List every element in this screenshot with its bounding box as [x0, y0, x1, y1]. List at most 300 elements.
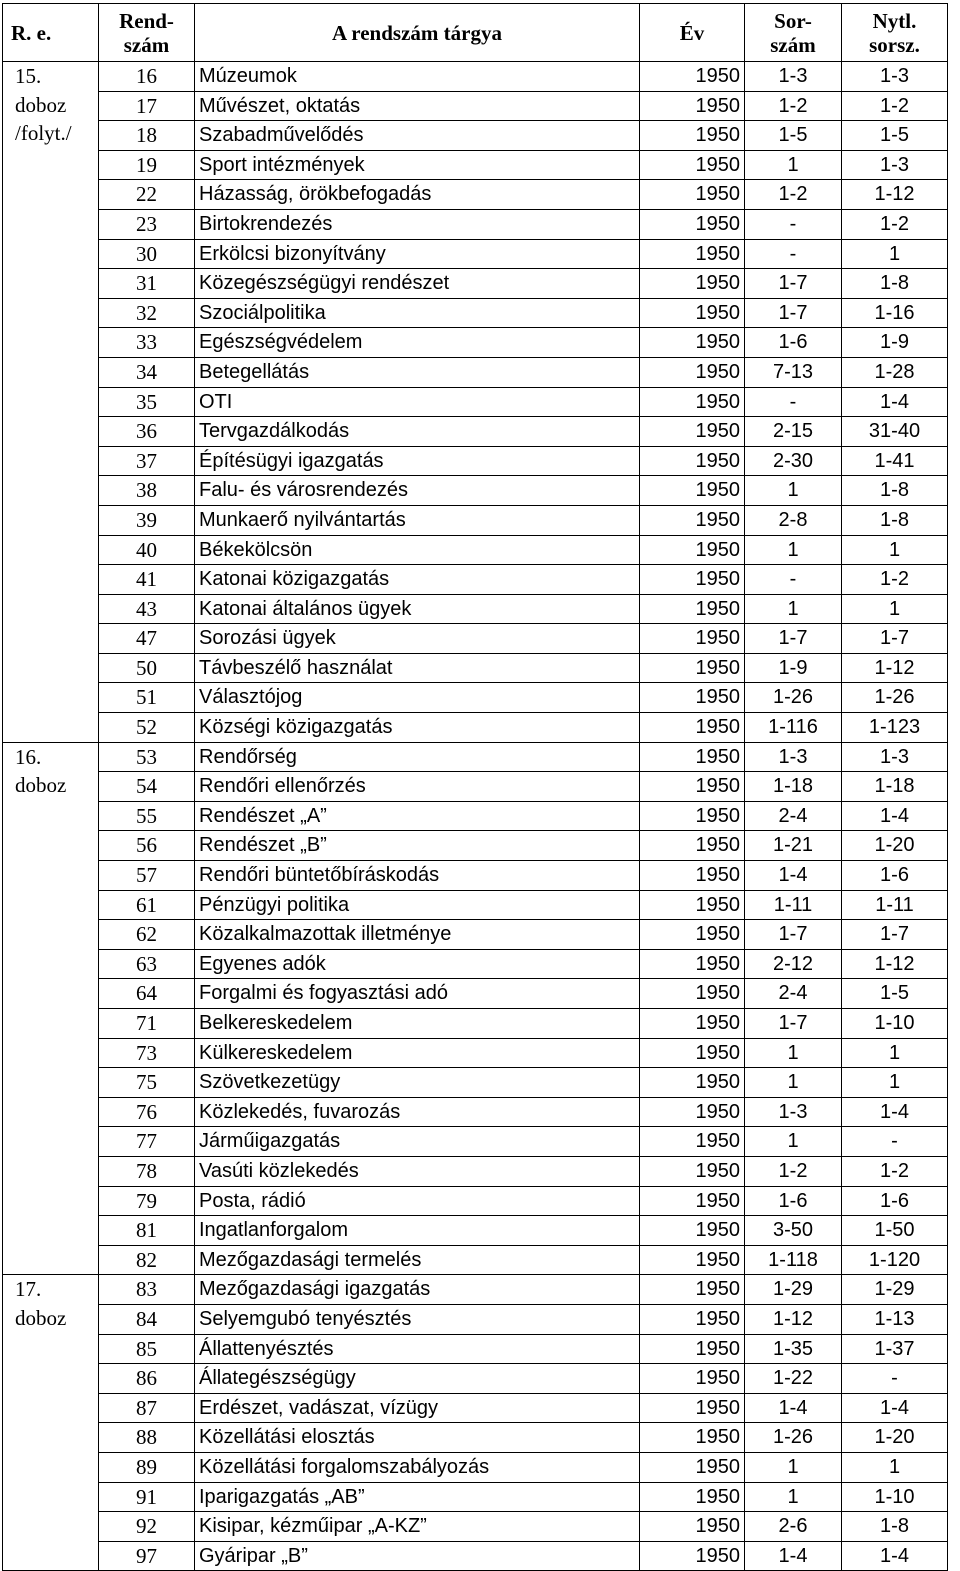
sorszam-cell: 1 [745, 1482, 842, 1512]
nytl-cell: 1-16 [842, 298, 948, 328]
ev-cell: 1950 [640, 1452, 745, 1482]
rendszam-cell: 97 [99, 1541, 195, 1571]
nytl-cell: 1-7 [842, 920, 948, 950]
sorszam-cell: 2-8 [745, 505, 842, 535]
rendszam-cell: 75 [99, 1068, 195, 1098]
table-row [3, 949, 948, 979]
sorszam-cell: 1-7 [745, 624, 842, 654]
nytl-cell: - [842, 1364, 948, 1394]
table-row [3, 1097, 948, 1127]
nytl-cell: 1-50 [842, 1216, 948, 1246]
sorszam-cell: 1-6 [745, 1186, 842, 1216]
header-rendszam [99, 4, 195, 62]
sorszam-cell: 7-13 [745, 357, 842, 387]
ev-cell: 1950 [640, 653, 745, 683]
sorszam-cell: 1-7 [745, 920, 842, 950]
table-row [3, 594, 948, 624]
table-row [3, 1452, 948, 1482]
ev-cell: 1950 [640, 387, 745, 417]
ev-cell: 1950 [640, 357, 745, 387]
sorszam-cell: 1-3 [745, 1097, 842, 1127]
nytl-cell: 1-13 [842, 1304, 948, 1334]
table-row [3, 1156, 948, 1186]
nytl-cell: 1 [842, 594, 948, 624]
ev-cell: 1950 [640, 1216, 745, 1246]
rendszam-cell: 38 [99, 476, 195, 506]
rendszam-cell: 77 [99, 1127, 195, 1157]
sorszam-cell: 1-7 [745, 1009, 842, 1039]
targy-cell: Gyáripar „B” [195, 1541, 640, 1571]
targy-cell: Közellátási forgalomszabályozás [195, 1452, 640, 1482]
targy-cell: Pénzügyi politika [195, 890, 640, 920]
rendszam-cell: 18 [99, 121, 195, 151]
sorszam-cell: 1-118 [745, 1245, 842, 1275]
ev-cell: 1950 [640, 535, 745, 565]
sorszam-cell: 1 [745, 150, 842, 180]
sorszam-cell: 1-2 [745, 180, 842, 210]
ev-cell: 1950 [640, 62, 745, 92]
table-row [3, 801, 948, 831]
ev-cell: 1950 [640, 1245, 745, 1275]
sorszam-cell: 2-4 [745, 801, 842, 831]
ev-cell: 1950 [640, 298, 745, 328]
sorszam-cell: 1 [745, 476, 842, 506]
rendszam-cell: 47 [99, 624, 195, 654]
targy-cell: Katonai általános ügyek [195, 594, 640, 624]
rendszam-cell: 89 [99, 1452, 195, 1482]
sorszam-cell: 1-7 [745, 269, 842, 299]
box-label-line: doboz [15, 92, 67, 117]
targy-cell: Ingatlanforgalom [195, 1216, 640, 1246]
table-row [3, 328, 948, 358]
table-body [3, 62, 948, 1571]
nytl-cell: 1-2 [842, 565, 948, 595]
table-row [3, 1127, 948, 1157]
targy-cell: Közlekedés, fuvarozás [195, 1097, 640, 1127]
sorszam-cell: 1-21 [745, 831, 842, 861]
targy-cell: Kisipar, kézműipar „A-KZ” [195, 1512, 640, 1542]
rendszam-cell: 41 [99, 565, 195, 595]
targy-cell: Egyenes adók [195, 949, 640, 979]
table-row [3, 417, 948, 447]
ev-cell: 1950 [640, 417, 745, 447]
ev-cell: 1950 [640, 831, 745, 861]
targy-cell: Belkereskedelem [195, 1009, 640, 1039]
targy-cell: Szociálpolitika [195, 298, 640, 328]
sorszam-cell: 2-30 [745, 446, 842, 476]
sorszam-cell: 1-18 [745, 772, 842, 802]
table-row [3, 565, 948, 595]
nytl-cell: 1-41 [842, 446, 948, 476]
nytl-cell: 1-29 [842, 1275, 948, 1305]
rendszam-cell: 92 [99, 1512, 195, 1542]
ev-cell: 1950 [640, 1334, 745, 1364]
targy-cell: Járműigazgatás [195, 1127, 640, 1157]
targy-cell: OTI [195, 387, 640, 417]
header-nytl-line2: sorsz. [869, 32, 920, 57]
ev-cell: 1950 [640, 1275, 745, 1305]
nytl-cell: 1-6 [842, 861, 948, 891]
nytl-cell: 1-10 [842, 1009, 948, 1039]
rendszam-cell: 64 [99, 979, 195, 1009]
targy-cell: Rendészet „B” [195, 831, 640, 861]
rendszam-cell: 81 [99, 1216, 195, 1246]
nytl-cell: 1-8 [842, 269, 948, 299]
table-row [3, 1275, 948, 1305]
targy-cell: Rendőrség [195, 742, 640, 772]
sorszam-cell: 1-4 [745, 1393, 842, 1423]
ev-cell: 1950 [640, 121, 745, 151]
box-label-line: doboz [15, 773, 67, 798]
nytl-cell: - [842, 1127, 948, 1157]
targy-cell: Katonai közigazgatás [195, 565, 640, 595]
ev-cell: 1950 [640, 1156, 745, 1186]
ev-cell: 1950 [640, 624, 745, 654]
ev-cell: 1950 [640, 91, 745, 121]
sorszam-cell: - [745, 239, 842, 269]
rendszam-cell: 71 [99, 1009, 195, 1039]
sorszam-cell: 1 [745, 1038, 842, 1068]
nytl-cell: 1-4 [842, 1541, 948, 1571]
ev-cell: 1950 [640, 1097, 745, 1127]
nytl-cell: 1 [842, 239, 948, 269]
ev-cell: 1950 [640, 801, 745, 831]
table-row [3, 890, 948, 920]
rendszam-cell: 61 [99, 890, 195, 920]
nytl-cell: 1-120 [842, 1245, 948, 1275]
sorszam-cell: - [745, 387, 842, 417]
ev-cell: 1950 [640, 239, 745, 269]
ev-cell: 1950 [640, 1512, 745, 1542]
targy-cell: Vasúti közlekedés [195, 1156, 640, 1186]
nytl-cell: 31-40 [842, 417, 948, 447]
table-row [3, 1364, 948, 1394]
nytl-cell: 1-12 [842, 180, 948, 210]
sorszam-cell: 1-26 [745, 1423, 842, 1453]
ev-cell: 1950 [640, 890, 745, 920]
table-row [3, 1038, 948, 1068]
nytl-cell: 1-3 [842, 62, 948, 92]
nytl-cell: 1 [842, 535, 948, 565]
rendszam-cell: 56 [99, 831, 195, 861]
rendszam-cell: 37 [99, 446, 195, 476]
sorszam-cell: 2-4 [745, 979, 842, 1009]
records-table [2, 3, 948, 1571]
sorszam-cell: - [745, 565, 842, 595]
nytl-cell: 1-37 [842, 1334, 948, 1364]
ev-cell: 1950 [640, 742, 745, 772]
sorszam-cell: 1-35 [745, 1334, 842, 1364]
table-row [3, 62, 948, 92]
table-row [3, 505, 948, 535]
sorszam-cell: 1-3 [745, 742, 842, 772]
rendszam-cell: 33 [99, 328, 195, 358]
header-rendszam-line2: szám [123, 32, 170, 57]
nytl-cell: 1-3 [842, 742, 948, 772]
rendszam-cell: 35 [99, 387, 195, 417]
table-row [3, 180, 948, 210]
targy-cell: Választójog [195, 683, 640, 713]
ev-cell: 1950 [640, 713, 745, 743]
ev-cell: 1950 [640, 1127, 745, 1157]
rendszam-cell: 53 [99, 742, 195, 772]
sorszam-cell: 1-26 [745, 683, 842, 713]
table-row [3, 239, 948, 269]
sorszam-cell: 1-29 [745, 1275, 842, 1305]
ev-cell: 1950 [640, 1393, 745, 1423]
rendszam-cell: 82 [99, 1245, 195, 1275]
rendszam-cell: 83 [99, 1275, 195, 1305]
targy-cell: Tervgazdálkodás [195, 417, 640, 447]
table-row [3, 535, 948, 565]
table-row [3, 1186, 948, 1216]
nytl-cell: 1-20 [842, 831, 948, 861]
sorszam-cell: 1 [745, 1068, 842, 1098]
nytl-cell: 1-5 [842, 121, 948, 151]
ev-cell: 1950 [640, 979, 745, 1009]
ev-cell: 1950 [640, 1541, 745, 1571]
rendszam-cell: 22 [99, 180, 195, 210]
targy-cell: Külkereskedelem [195, 1038, 640, 1068]
ev-cell: 1950 [640, 1482, 745, 1512]
rendszam-cell: 87 [99, 1393, 195, 1423]
nytl-cell: 1-4 [842, 387, 948, 417]
targy-cell: Erdészet, vadászat, vízügy [195, 1393, 640, 1423]
table-row [3, 1482, 948, 1512]
nytl-cell: 1-28 [842, 357, 948, 387]
rendszam-cell: 16 [99, 62, 195, 92]
ev-cell: 1950 [640, 180, 745, 210]
table-row [3, 91, 948, 121]
table-header [3, 4, 948, 62]
header-sorszam [745, 4, 842, 62]
table-row [3, 1304, 948, 1334]
rendszam-cell: 57 [99, 861, 195, 891]
ev-cell: 1950 [640, 1364, 745, 1394]
box-label-line: 16. [15, 744, 42, 769]
targy-cell: Falu- és városrendezés [195, 476, 640, 506]
rendszam-cell: 43 [99, 594, 195, 624]
targy-cell: Közellátási elosztás [195, 1423, 640, 1453]
targy-cell: Mezőgazdasági igazgatás [195, 1275, 640, 1305]
rendszam-cell: 52 [99, 713, 195, 743]
sorszam-cell: 1-4 [745, 1541, 842, 1571]
sorszam-cell: 1 [745, 535, 842, 565]
ev-cell: 1950 [640, 1009, 745, 1039]
sorszam-cell: 1-9 [745, 653, 842, 683]
box-label-line: /folyt./ [15, 121, 72, 146]
box-label-line: doboz [15, 1305, 67, 1330]
ev-cell: 1950 [640, 861, 745, 891]
nytl-cell: 1-11 [842, 890, 948, 920]
sorszam-cell: 1-11 [745, 890, 842, 920]
header-nytl [842, 4, 948, 62]
table-row [3, 1393, 948, 1423]
nytl-cell: 1-4 [842, 801, 948, 831]
box-label [3, 1275, 99, 1571]
rendszam-cell: 84 [99, 1304, 195, 1334]
targy-cell: Rendőri büntetőbíráskodás [195, 861, 640, 891]
ev-cell: 1950 [640, 949, 745, 979]
rendszam-cell: 85 [99, 1334, 195, 1364]
ev-cell: 1950 [640, 565, 745, 595]
ev-cell: 1950 [640, 328, 745, 358]
header-targy: A rendszám tárgya [195, 4, 640, 62]
table-row [3, 920, 948, 950]
header-rendszam-line1: Rend- [119, 8, 174, 33]
ev-cell: 1950 [640, 1423, 745, 1453]
table-row [3, 772, 948, 802]
targy-cell: Rendészet „A” [195, 801, 640, 831]
targy-cell: Állategészségügy [195, 1364, 640, 1394]
sorszam-cell: 1-2 [745, 1156, 842, 1186]
header-sorszam-line2: szám [770, 32, 816, 57]
rendszam-cell: 30 [99, 239, 195, 269]
sorszam-cell: 1-4 [745, 861, 842, 891]
header-nytl-line1: Nytl. [872, 8, 917, 33]
targy-cell: Községi közigazgatás [195, 713, 640, 743]
box-label [3, 62, 99, 743]
table-row [3, 861, 948, 891]
sorszam-cell: 1-22 [745, 1364, 842, 1394]
targy-cell: Iparigazgatás „AB” [195, 1482, 640, 1512]
rendszam-cell: 76 [99, 1097, 195, 1127]
sorszam-cell: 1 [745, 594, 842, 624]
ev-cell: 1950 [640, 150, 745, 180]
sorszam-cell: 3-50 [745, 1216, 842, 1246]
targy-cell: Rendőri ellenőrzés [195, 772, 640, 802]
table-row [3, 1541, 948, 1571]
nytl-cell: 1-12 [842, 653, 948, 683]
ev-cell: 1950 [640, 476, 745, 506]
ev-cell: 1950 [640, 505, 745, 535]
targy-cell: Munkaerő nyilvántartás [195, 505, 640, 535]
ev-cell: 1950 [640, 1038, 745, 1068]
targy-cell: Selyemgubó tenyésztés [195, 1304, 640, 1334]
nytl-cell: 1-2 [842, 209, 948, 239]
targy-cell: Sport intézmények [195, 150, 640, 180]
nytl-cell: 1-123 [842, 713, 948, 743]
rendszam-cell: 19 [99, 150, 195, 180]
rendszam-cell: 54 [99, 772, 195, 802]
rendszam-cell: 32 [99, 298, 195, 328]
table-row [3, 1009, 948, 1039]
targy-cell: Erkölcsi bizonyítvány [195, 239, 640, 269]
nytl-cell: 1-9 [842, 328, 948, 358]
nytl-cell: 1-7 [842, 624, 948, 654]
rendszam-cell: 91 [99, 1482, 195, 1512]
targy-cell: Egészségvédelem [195, 328, 640, 358]
sorszam-cell: 1-6 [745, 328, 842, 358]
nytl-cell: 1 [842, 1452, 948, 1482]
rendszam-cell: 34 [99, 357, 195, 387]
header-ev: Év [640, 4, 745, 62]
nytl-cell: 1-26 [842, 683, 948, 713]
table-row [3, 357, 948, 387]
table-row [3, 1216, 948, 1246]
ev-cell: 1950 [640, 683, 745, 713]
ev-cell: 1950 [640, 1304, 745, 1334]
nytl-cell: 1-2 [842, 1156, 948, 1186]
table-row [3, 1245, 948, 1275]
rendszam-cell: 50 [99, 653, 195, 683]
nytl-cell: 1-3 [842, 150, 948, 180]
targy-cell: Művészet, oktatás [195, 91, 640, 121]
rendszam-cell: 31 [99, 269, 195, 299]
nytl-cell: 1-20 [842, 1423, 948, 1453]
box-label [3, 742, 99, 1275]
sorszam-cell: 1-2 [745, 91, 842, 121]
box-label-line: 17. [15, 1277, 42, 1302]
table-row [3, 831, 948, 861]
sorszam-cell: 1 [745, 1127, 842, 1157]
targy-cell: Békekölcsön [195, 535, 640, 565]
table-row [3, 653, 948, 683]
rendszam-cell: 63 [99, 949, 195, 979]
ev-cell: 1950 [640, 209, 745, 239]
nytl-cell: 1-8 [842, 476, 948, 506]
header-re: R. e. [3, 4, 99, 62]
nytl-cell: 1 [842, 1038, 948, 1068]
ev-cell: 1950 [640, 920, 745, 950]
rendszam-cell: 36 [99, 417, 195, 447]
box-label-line: 15. [15, 64, 42, 88]
table-row [3, 387, 948, 417]
ev-cell: 1950 [640, 772, 745, 802]
header-sorszam-line1: Sor- [774, 8, 812, 33]
targy-cell: Szövetkezetügy [195, 1068, 640, 1098]
ev-cell: 1950 [640, 594, 745, 624]
nytl-cell: 1-4 [842, 1097, 948, 1127]
rendszam-cell: 86 [99, 1364, 195, 1394]
targy-cell: Múzeumok [195, 62, 640, 92]
table-row [3, 1334, 948, 1364]
rendszam-cell: 79 [99, 1186, 195, 1216]
rendszam-cell: 40 [99, 535, 195, 565]
sorszam-cell: 2-15 [745, 417, 842, 447]
table-row [3, 979, 948, 1009]
rendszam-cell: 17 [99, 91, 195, 121]
ev-cell: 1950 [640, 269, 745, 299]
ev-cell: 1950 [640, 1186, 745, 1216]
sorszam-cell: - [745, 209, 842, 239]
sorszam-cell: 1-116 [745, 713, 842, 743]
sorszam-cell: 1-12 [745, 1304, 842, 1334]
ev-cell: 1950 [640, 446, 745, 476]
rendszam-cell: 23 [99, 209, 195, 239]
targy-cell: Posta, rádió [195, 1186, 640, 1216]
table-row [3, 1068, 948, 1098]
table-row [3, 683, 948, 713]
table-row [3, 150, 948, 180]
nytl-cell: 1-2 [842, 91, 948, 121]
nytl-cell: 1-4 [842, 1393, 948, 1423]
nytl-cell: 1-12 [842, 949, 948, 979]
sorszam-cell: 2-6 [745, 1512, 842, 1542]
table-row [3, 298, 948, 328]
rendszam-cell: 51 [99, 683, 195, 713]
rendszam-cell: 39 [99, 505, 195, 535]
targy-cell: Birtokrendezés [195, 209, 640, 239]
targy-cell: Távbeszélő használat [195, 653, 640, 683]
sorszam-cell: 2-12 [745, 949, 842, 979]
targy-cell: Sorozási ügyek [195, 624, 640, 654]
ev-cell: 1950 [640, 1068, 745, 1098]
table-row [3, 446, 948, 476]
nytl-cell: 1-8 [842, 505, 948, 535]
table-row [3, 1512, 948, 1542]
table-row [3, 121, 948, 151]
